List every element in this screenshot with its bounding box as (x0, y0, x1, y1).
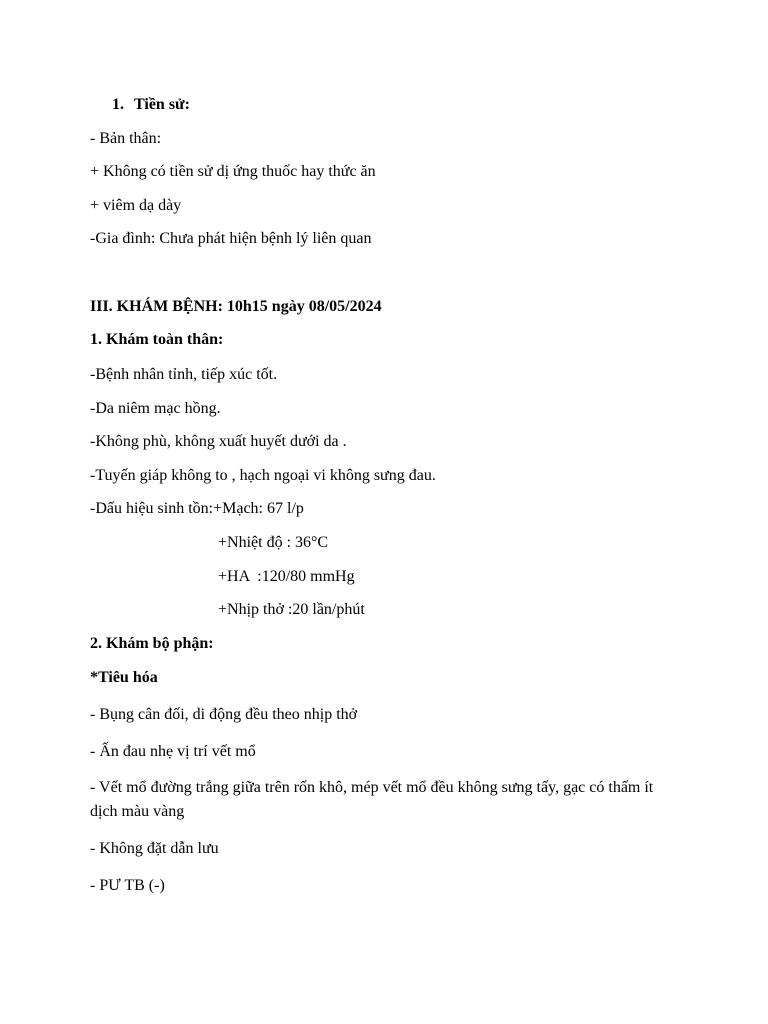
vital-blood-pressure: +HA :120/80 mmHg (218, 568, 355, 585)
general-line-conscious: -Bệnh nhân tỉnh, tiếp xúc tốt. (90, 366, 278, 383)
exam-title: III. KHÁM BỆNH: 10h15 ngày 08/05/2024 (90, 298, 382, 315)
history-heading-text: Tiền sử: (134, 96, 190, 113)
digestive-line-incision: - Vết mổ đường trắng giữa trên rốn khô, mép vết mổ đều không sưng tấy, gạc có thấm ít dịch màu vàng (90, 779, 654, 820)
digestive-line-drain: - Không đặt dẫn lưu (90, 840, 219, 857)
general-line-thyroid: -Tuyến giáp không to , hạch ngoại vi không sưng đau. (90, 467, 436, 484)
digestive-line-tenderness: - Ấn đau nhẹ vị trí vết mổ (90, 743, 256, 760)
history-line-gastritis: + viêm dạ dày (90, 197, 182, 214)
general-line-vitals-pulse: -Dấu hiệu sinh tồn:+Mạch: 67 l/p (90, 500, 304, 517)
digestive-line-abdomen: - Bụng cân đối, di động đều theo nhịp thở (90, 706, 358, 723)
general-line-edema: -Không phù, không xuất huyết dưới da . (90, 433, 347, 450)
general-exam-heading: 1. Khám toàn thân: (90, 331, 224, 348)
digestive-subheading: *Tiêu hóa (90, 669, 158, 686)
history-heading-number: 1. (112, 96, 124, 113)
history-line-family: -Gia đình: Chưa phát hiện bệnh lý liên quan (90, 230, 372, 247)
history-line-self: - Bản thân: (90, 130, 162, 147)
vital-temperature: +Nhiệt độ : 36°C (218, 534, 329, 551)
vital-respiratory-rate: +Nhịp thở :20 lần/phút (218, 601, 365, 618)
digestive-line-peritoneal: - PƯ TB (-) (90, 877, 165, 894)
regional-exam-heading: 2. Khám bộ phận: (90, 635, 214, 652)
general-line-skin: -Da niêm mạc hồng. (90, 400, 221, 417)
history-line-allergy: + Không có tiền sử dị ứng thuốc hay thức ăn (90, 163, 376, 180)
history-heading (112, 95, 190, 115)
